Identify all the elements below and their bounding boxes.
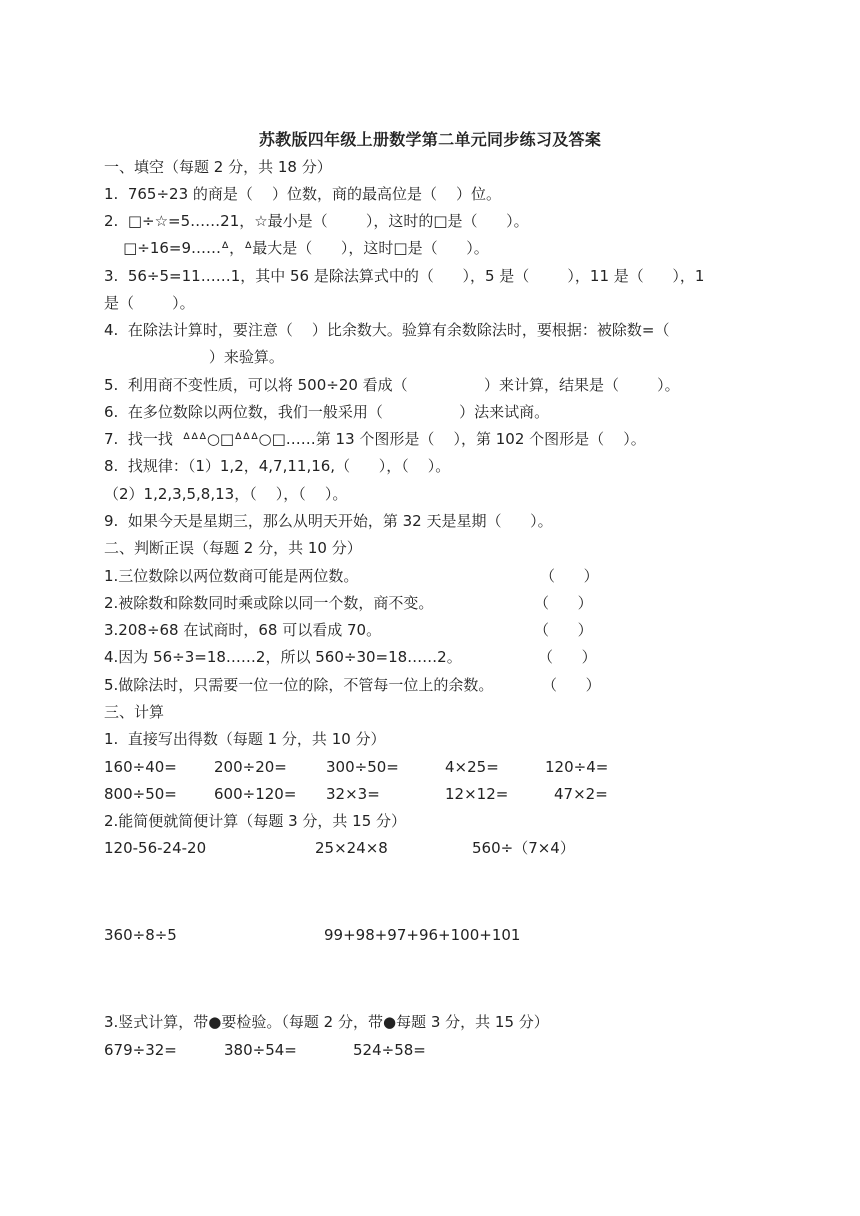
oral-calc-item: 200÷20=	[214, 758, 287, 776]
oral-calc-item: 47×2=	[554, 785, 608, 803]
calc-subheading-3: 3.竖式计算，带●要检验。（每题 2 分，带●每题 3 分，共 15 分）	[104, 1013, 549, 1031]
vertical-calc-item: 380÷54=	[224, 1041, 297, 1059]
oral-calc-item: 160÷40=	[104, 758, 177, 776]
vertical-calc-item: 679÷32=	[104, 1041, 177, 1059]
oral-calc-item: 600÷120=	[214, 785, 297, 803]
simplify-item: 560÷（7×4）	[472, 839, 575, 857]
question-3-line2: 是（ ）。	[104, 294, 195, 312]
question-8-line2: （2）1,2,3,5,8,13，（ ），（ ）。	[104, 485, 348, 503]
oral-calc-item: 32×3=	[326, 785, 380, 803]
calc-subheading-2: 2.能简便就简便计算（每题 3 分，共 15 分）	[104, 812, 407, 830]
question-9: 9. 如果今天是星期三，那么从明天开始，第 32 天是星期（ ）。	[104, 512, 553, 530]
judge-item-4: 4.因为 56÷3=18……2，所以 560÷30=18……2。	[104, 648, 462, 666]
judge-item-5: 5.做除法时，只需要一位一位的除，不管每一位上的余数。	[104, 676, 494, 694]
oral-calc-item: 120÷4=	[545, 758, 609, 776]
calc-subheading-1: 1. 直接写出得数（每题 1 分，共 10 分）	[104, 730, 386, 748]
section3-heading: 三、计算	[104, 703, 165, 721]
question-2-line1: 2. □÷☆=5……21，☆最小是（ ），这时的□是（ ）。	[104, 212, 529, 230]
question-7: 7. 找一找 ᐞᐞᐞ○□ᐞᐞᐞ○□……第 13 个图形是（ ），第 102 个图形是（ ）。	[104, 430, 646, 448]
judge-answer-paren-3: （ ）	[534, 621, 593, 639]
question-6: 6. 在多位数除以两位数，我们一般采用（ ）法来试商。	[104, 403, 550, 421]
oral-calc-item: 800÷50=	[104, 785, 177, 803]
question-4-line2: ）来验算。	[104, 348, 284, 366]
document-title: 苏教版四年级上册数学第二单元同步练习及答案	[258, 130, 602, 149]
oral-calc-item: 12×12=	[445, 785, 509, 803]
oral-calc-item: 4×25=	[445, 758, 499, 776]
judge-answer-paren-2: （ ）	[534, 594, 593, 612]
simplify-item: 120-56-24-20	[104, 839, 207, 857]
question-8-line1: 8. 找规律：（1）1,2，4,7,11,16,（ ），（ ）。	[104, 457, 451, 475]
simplify-item: 360÷8÷5	[104, 926, 177, 944]
judge-item-1: 1.三位数除以两位数商可能是两位数。	[104, 567, 359, 585]
question-5: 5. 利用商不变性质，可以将 500÷20 看成（ ）来计算，结果是（ ）。	[104, 376, 680, 394]
simplify-item: 99+98+97+96+100+101	[324, 926, 521, 944]
simplify-item: 25×24×8	[315, 839, 388, 857]
question-4-line1: 4. 在除法计算时，要注意（ ）比余数大。验算有余数除法时，要根据：被除数=（	[104, 321, 670, 339]
oral-calc-item: 300÷50=	[326, 758, 399, 776]
question-3-line1: 3. 56÷5=11……1，其中 56 是除法算式中的（ ），5 是（ ），11 是（ ），1	[104, 267, 705, 285]
judge-answer-paren-4: （ ）	[538, 648, 597, 666]
judge-item-3: 3.208÷68 在试商时，68 可以看成 70。	[104, 621, 382, 639]
section1-heading: 一、填空（每题 2 分，共 18 分）	[104, 158, 332, 176]
question-1: 1. 765÷23 的商是（ ）位数，商的最高位是（ ）位。	[104, 185, 502, 203]
judge-answer-paren-5: （ ）	[542, 676, 601, 694]
judge-item-2: 2.被除数和除数同时乘或除以同一个数，商不变。	[104, 594, 434, 612]
judge-answer-paren-1: （ ）	[540, 567, 599, 585]
vertical-calc-item: 524÷58=	[353, 1041, 426, 1059]
section2-heading: 二、判断正误（每题 2 分，共 10 分）	[104, 539, 362, 557]
question-2-line2: □÷16=9……ᐞ，ᐞ最大是（ ），这时□是（ ）。	[104, 239, 489, 257]
